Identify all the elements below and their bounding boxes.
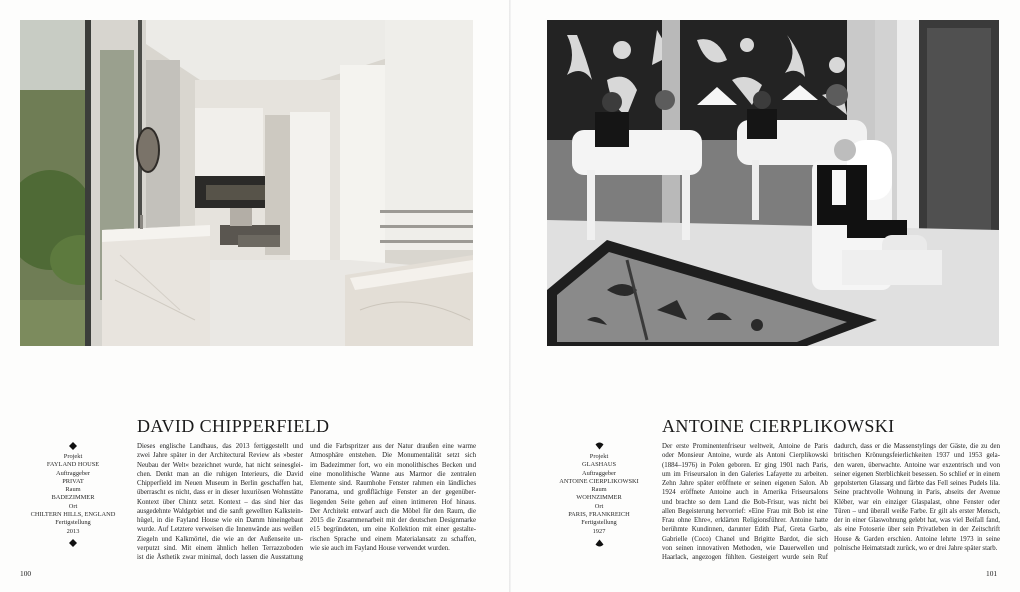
body-line: als eine Fotoserie über sein Privatleben in der Zeitschrift <box>834 526 1000 534</box>
body-line: im Badezimmer fort, wo ein monolithisches Becken und <box>310 461 476 469</box>
body-line: Panorama, und großflächige Fenster an der gegenüber- <box>310 489 476 497</box>
project-details-left <box>23 442 123 547</box>
body-line: Der Architekt entwarf auch die Möbel für den Raum, die <box>310 507 476 515</box>
body-column-left-1 <box>137 442 303 562</box>
body-line: und die Farbspritzer aus der Natur draußen eine warme <box>310 443 476 450</box>
body-line: Ziegeln und Kalkmörtel, die wie an der Außenseite un- <box>137 535 303 543</box>
body-line: und brachte so dem Land die Bob-Frisur, was nicht bei <box>662 498 828 506</box>
body-line: Dieses englische Landhaus, das 2013 fertiggestellt und <box>137 443 303 450</box>
body-line: ausgedehnte Waldgebiet und die sanft gewellten Kalkstein- <box>137 507 303 515</box>
body-line: berühmte Kundinnen, darunter Edith Piaf, Greta Garbo, <box>662 526 828 534</box>
body-column-right-1 <box>662 442 828 562</box>
meta-label-location: Ort <box>594 502 604 510</box>
body-line: House & Garden erschien. Antoine lehrte 1973 in seine <box>834 535 1000 543</box>
body-line: Frau ohne Ehre«, erklärten Religionsführer. Antoine hatte <box>662 517 828 524</box>
body-line: polnische Heimatstadt zurück, wo er drei Jahre später starb. <box>834 544 998 552</box>
body-line: Haarlack, angezogen fühlten. Gesteigert wurde sein Ruf <box>662 554 828 561</box>
body-line: gepolsterten Glassarg und färbte das Fell seines Pudels lila. <box>834 480 1000 487</box>
diamond-icon <box>23 539 123 547</box>
architect-heading-right: ANTOINE CIERPLIKOWSKI <box>662 416 895 436</box>
body-line: Gabrielle (Coco) Chanel und Brigitte Bardot, die sich <box>662 535 828 543</box>
body-line: 1924 eröffnete Antoine auch in Amerika Friseursalons <box>662 489 828 497</box>
bathroom-photo <box>20 20 473 346</box>
body-line: verputzt sind. Mit einem ähnlich hellen Terrazzoboden <box>137 544 303 552</box>
meta-label-completion: Fertigstellung <box>55 519 91 527</box>
meta-value-client: ANTOINE CIERPLIKOWSKI <box>559 477 639 485</box>
meta-value-room: WOHNZIMMER <box>576 494 622 502</box>
body-line: zwei Jahre später in der Architectural Review als »bester <box>137 452 303 460</box>
glass-apartment-photo-art <box>547 20 999 346</box>
meta-value-completion: 2013 <box>66 527 80 535</box>
body-line: den waren, überwachte. Antoine war exzentrisch und von <box>834 461 1000 469</box>
body-line: Atmosphäre entstehen. Die Monumentalität setzt sich <box>310 452 476 460</box>
body-line: um im Friseursalon in den Galeries Lafayette zu arbeiten. <box>662 470 828 478</box>
body-line: Kléber, war ein einziger Glaspalast, ohne Fenster oder <box>834 498 1000 506</box>
meta-value-project: FAYLAND HOUSE <box>46 461 100 469</box>
glass-apartment-photo <box>547 20 999 346</box>
meta-value-project: GLASHAUS <box>581 461 617 469</box>
body-line: überrascht es nicht, dass er in dieser luxuriösen Wohnstätte <box>137 489 303 497</box>
architect-heading-left: DAVID CHIPPERFIELD <box>137 416 330 436</box>
meta-value-client: PRIVAT <box>62 477 84 485</box>
meta-value-completion: 1927 <box>592 527 606 535</box>
meta-value-location: PARIS, FRANKREICH <box>568 511 630 519</box>
body-line: oder Monsieur Antoine, wurde als Antoni Cierplikowski <box>662 452 828 460</box>
body-line: Türen – und überall weiße Farbe. Er gilt als erster Mensch, <box>834 507 1000 515</box>
meta-label-room: Raum <box>591 486 607 494</box>
body-line: wie sie auch im Fayland House verwendet wurden. <box>310 544 450 552</box>
meta-value-room: BADEZIMMER <box>51 494 95 502</box>
body-line: 2015 die Zusammenarbeit mit der deutschen Designmarke <box>310 517 476 524</box>
diamond-icon <box>23 442 123 450</box>
body-line: Kontext über Chintz setzt. Kontext – das sind hier das <box>137 498 303 506</box>
body-line: hügel, in die Fayland House wie ein Damm hineingebaut <box>137 517 303 524</box>
project-details-right <box>549 442 649 547</box>
body-column-left-2 <box>310 442 476 553</box>
page-number-left: 100 <box>20 569 32 578</box>
body-line: e15 begründeten, um eine Kollektion mit einer gestalte- <box>310 526 476 534</box>
body-line: der in einer Glaswohnung gelebt hat, was viel Beifall fand, <box>834 517 1000 524</box>
meta-value-location: CHILTERN HILLS, ENGLAND <box>30 511 116 519</box>
body-line: Seine prachtvolle Wohnung in Paris, abseits der Avenue <box>834 489 1000 497</box>
body-line: allen Begeisterung hervorrief: »Eine Frau mit Bob ist eine <box>662 507 828 515</box>
meta-label-location: Ort <box>68 502 78 510</box>
body-line: wurde. Auf Letztere verweisen die Innenwände aus weißen <box>137 526 303 534</box>
body-line: eine monolithische Wanne aus Marmor die zentralen <box>310 470 476 478</box>
meta-label-client: Auftraggeber <box>581 469 617 477</box>
body-line: Der erste Prominentenfriseur weltweit, Antoine de Paris <box>662 443 828 450</box>
page-number-right: 101 <box>986 569 998 578</box>
body-line: ist die Ästhetik zwar minimal, doch lassen die Ausstattung <box>137 554 303 561</box>
body-line: chen. Denkt man an die ruhigen Interieurs, die David <box>137 470 303 478</box>
body-line: Zehn Jahre später eröffnete er seinen eigenen Salon. Ab <box>662 480 828 487</box>
clamshell-icon <box>549 539 649 547</box>
meta-label-client: Auftraggeber <box>55 469 91 477</box>
body-line: liegenden Seite gehen auf einen intimeren Hof hinaus. <box>310 498 476 506</box>
bathroom-photo-art <box>20 20 473 346</box>
body-line: Neubau der Welt« bezeichnet wurde, hat nicht seinesglei- <box>137 461 303 469</box>
body-line: von seinen innovativen Methoden, wie Dauerwellen und <box>662 544 828 552</box>
body-line: britischen Krönungsfeierlichkeiten 1937 und 1953 gela- <box>834 452 1000 460</box>
body-line: rischen Sprache und einem Materialansatz zu schaffen, <box>310 535 476 543</box>
page-gutter <box>509 0 511 592</box>
meta-label-project: Projekt <box>63 453 83 460</box>
clamshell-icon <box>549 442 649 450</box>
meta-label-project: Projekt <box>589 453 609 460</box>
body-line: Chipperfield im Neuen Museum in Berlin geschaffen hat, <box>137 480 303 487</box>
body-line: seiner eigenen Sterblichkeit besessen. So schlief er in einem <box>834 470 1000 478</box>
body-line: (1884–1976) in Polen geboren. Er ging 1901 nach Paris, <box>662 461 828 469</box>
meta-label-completion: Fertigstellung <box>581 519 617 527</box>
body-line: Elemente sind. Raumhohe Fenster rahmen ein ländliches <box>310 480 476 487</box>
body-line: dadurch, dass er die Massenstylings der Gäste, die zu den <box>834 443 1000 450</box>
body-column-right-2 <box>834 442 1000 553</box>
meta-label-room: Raum <box>65 486 81 494</box>
